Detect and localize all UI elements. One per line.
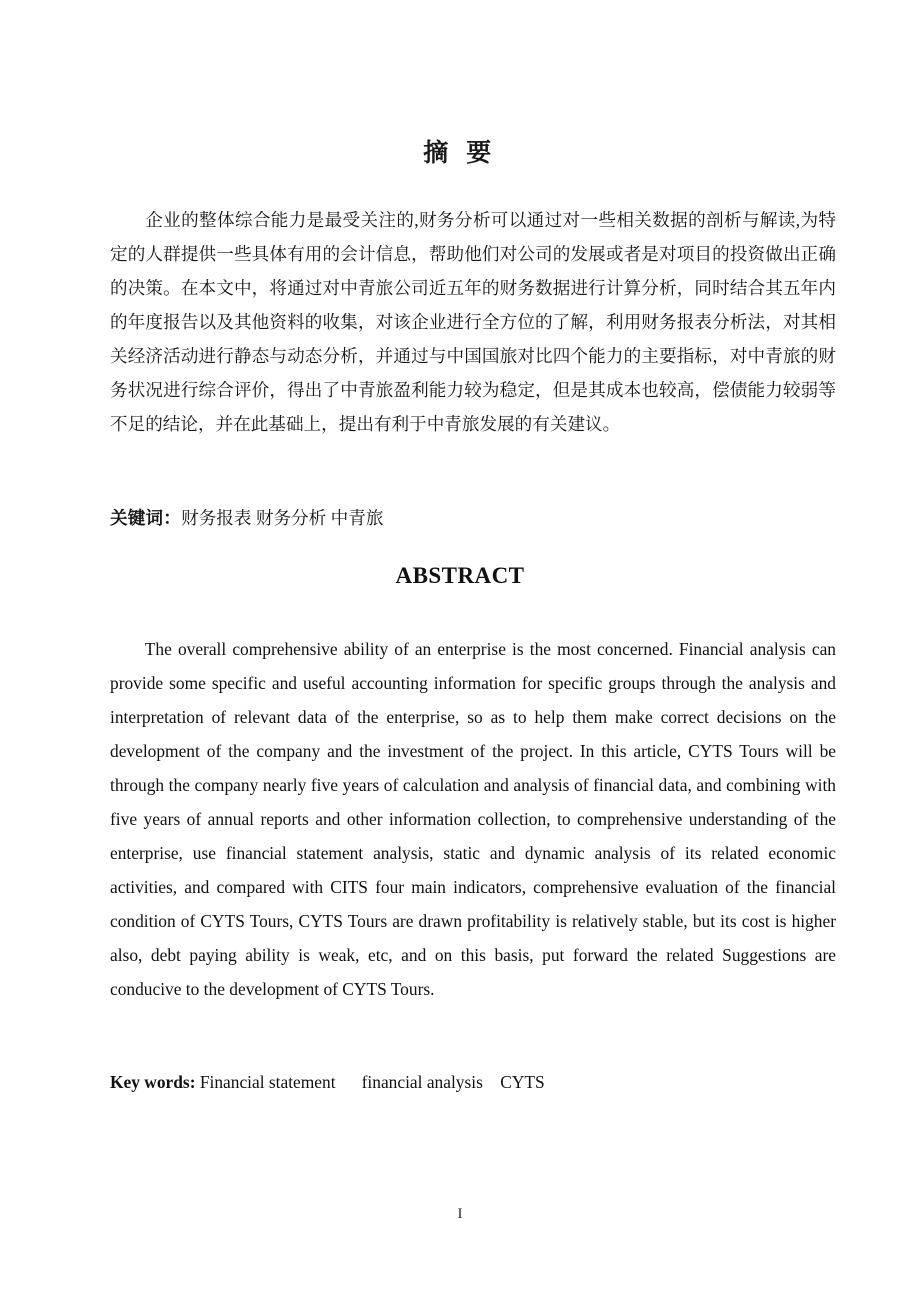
abstract-title-chinese: 摘 要 <box>423 139 497 167</box>
keywords-line-chinese <box>110 501 836 535</box>
keywords-label-english: Key words: <box>110 1072 196 1092</box>
keywords-terms-english: Financial statement financial analysis CYTS <box>195 1072 545 1092</box>
keywords-terms-chinese: 财务报表 财务分析 中青旅 <box>181 508 384 528</box>
keywords-label-chinese: 关键词： <box>110 508 182 528</box>
abstract-title-english: ABSTRACT <box>395 563 525 588</box>
abstract-body-english: The overall comprehensive ability of an enterprise is the most concerned. Financial analysis can provide some specific and useful accounting information for specific groups through the analysis and interpretation of relevant data of the enterprise, so as to help them make correct decisions on the development of the company and the investment of the project. In this article, CYTS Tours will be through the company nearly five years of calculation and analysis of financial data, and combining with five years of annual reports and other information collection, to comprehensive understanding of the enterprise, use financial statement analysis, static and dynamic analysis of its related economic activities, and compared with CITS four main indicators, comprehensive evaluation of the financial condition of CYTS Tours, CYTS Tours are drawn profitability is relatively stable, but its cost is higher also, debt paying ability is weak, etc, and on this basis, put forward the related Suggestions are conducive to the development of CYTS Tours. <box>110 639 836 999</box>
page-number-footer: I <box>457 1206 463 1222</box>
abstract-body-chinese: 企业的整体综合能力是最受关注的,财务分析可以通过对一些相关数据的剖析与解读,为特定的人群提供一些具体有用的会计信息，帮助他们对公司的发展或者是对项目的投资做出正确的决策。在本文中，将通过对中青旅公司近五年的财务数据进行计算分析，同时结合其五年内的年度报告以及其他资料的收集，对该企业进行全方位的了解，利用财务报表分析法，对其相关经济活动进行静态与动态分析，并通过与中国国旅对比四个能力的主要指标，对中青旅的财务状况进行综合评价，得出了中青旅盈利能力较为稳定，但是其成本也较高，偿债能力较弱等不足的结论，并在此基础上，提出有利于中青旅发展的有关建议。 <box>110 210 836 434</box>
keywords-line-english <box>110 1065 836 1099</box>
